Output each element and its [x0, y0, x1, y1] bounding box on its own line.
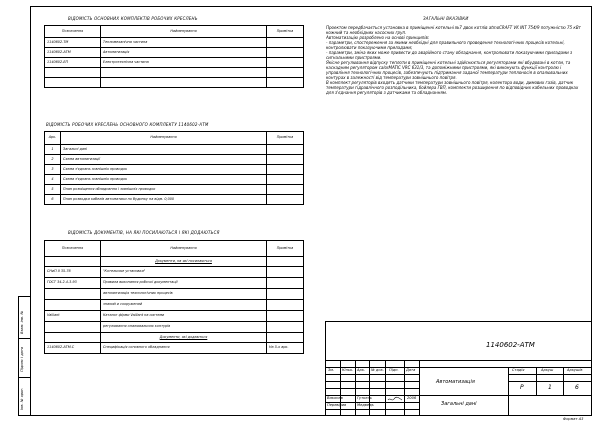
cell-name: Автоматизація [101, 48, 267, 58]
stamp-sheet-title: Загальні дані [441, 401, 477, 407]
cell-note [267, 145, 304, 155]
table-row [45, 195, 304, 205]
general-notes-title: ЗАГАЛЬНІ ВКАЗІВКИ [423, 16, 469, 21]
cell-name: План розміщення обладнання і зовнішніх проводок [61, 185, 267, 195]
cell-sheet: 2 [45, 155, 61, 165]
stamp-line [325, 360, 592, 361]
table-section-row [45, 333, 304, 343]
table-row [45, 185, 304, 195]
cell-name: "Котельные установки" [101, 267, 267, 278]
stamp-vline [563, 367, 564, 395]
table-row [45, 289, 304, 300]
cell-code: Vaillant [45, 311, 101, 322]
cell-note [267, 48, 304, 58]
table-basic-title: ВІДОМІСТЬ ОСНОВНИХ КОМПЛЕКТІВ РОБОЧИХ КРЕСЛЕНЬ [68, 16, 198, 21]
cell-note [267, 289, 304, 300]
table-row [45, 38, 304, 48]
col-header: Примітка [267, 241, 304, 257]
cell-code [45, 322, 101, 333]
stamp-role-checked: Перевірив [327, 403, 347, 407]
col-header: Примітка [267, 132, 304, 145]
signature-executed [387, 396, 403, 402]
table-section-row [45, 257, 304, 267]
notes-paragraph: Автоматизацію розроблено на основі принципів: [326, 35, 430, 40]
section-attached: Документи, які додаються [101, 333, 267, 343]
cell-name: Загальні дані [61, 145, 267, 155]
table-row [45, 48, 304, 58]
cell-name: автоматизація технологічних процесів [101, 289, 267, 300]
stamp-head-docno: № док. [371, 368, 384, 372]
stamp-vline [340, 360, 341, 416]
table-working [44, 131, 304, 205]
col-header: Найменування [101, 26, 267, 38]
col-header: Арк. [45, 132, 61, 145]
cell-note [267, 165, 304, 175]
cell-name: Схема автоматизації [61, 155, 267, 165]
stamp-role-executed: Виконав [327, 396, 343, 400]
stamp-sheet: 1 [548, 384, 552, 391]
table-row [45, 155, 304, 165]
table-row [45, 78, 304, 88]
table-row [45, 343, 304, 354]
cell-name: Тепломеханічна частина [101, 38, 267, 48]
section-referenced: Документи, на які посилаються [101, 257, 267, 267]
cell-note [267, 155, 304, 165]
cell-sheet: 4 [45, 175, 61, 185]
stamp-name-checked: Медведь [357, 403, 374, 407]
cell-note [267, 300, 304, 311]
cell-name: План розводки кабелів автоматики по будинку на відм. 0,000 [61, 195, 267, 205]
stamp-head-qty: Кільк. [342, 368, 354, 372]
cell-sheet: 1 [45, 145, 61, 155]
cell-note [267, 38, 304, 48]
cell-name: Електротехнічна частина [101, 58, 267, 68]
cell-note [267, 311, 304, 322]
cell-name: Специфікація основного обладнання [101, 343, 267, 354]
side-label-sign: Підпис і дата [20, 346, 24, 372]
stamp-vline [355, 360, 356, 416]
table-row [45, 322, 304, 333]
stamp-vline [369, 360, 370, 416]
stamp-line [508, 381, 592, 382]
cell-note [267, 58, 304, 68]
stamp-vline [536, 367, 537, 395]
cell-note [267, 185, 304, 195]
table-working-title: ВІДОМІСТЬ РОБОЧИХ КРЕСЛЕНЬ ОСНОВНОГО КОМПЛЕКТУ 1140602-АТМ [46, 122, 209, 127]
stamp-name-executed: Гуткель [357, 396, 373, 400]
col-header: Найменування [101, 241, 267, 257]
stamp-vline [385, 360, 386, 416]
cell-code [45, 300, 101, 311]
table-row [45, 278, 304, 289]
general-notes [326, 25, 586, 175]
cell-note [267, 195, 304, 205]
col-header: Позначення [45, 241, 101, 257]
stamp-head-change: Зм. [328, 368, 335, 372]
col-header: Позначення [45, 26, 101, 38]
stamp-head-sign: Підп. [389, 368, 399, 372]
cell-code [45, 289, 101, 300]
table-row [45, 165, 304, 175]
stamp-vline [508, 367, 509, 416]
notes-paragraph: Проектом передбачається установка в приміщенні котельні №7 двох котлів atmoCRAFT VK INT 754/9 потужністю 75 кВт кожний та необхідних насосних груп. [326, 25, 581, 35]
cell-code: 1140602-АТМ [45, 48, 101, 58]
col-header: Найменування [61, 132, 267, 145]
cell-note [267, 322, 304, 333]
stamp-vline [419, 360, 420, 416]
cell-name: Схема з'єднань зовнішніх проводок [61, 165, 267, 175]
sheet-format: Формат А3 [563, 417, 584, 421]
table-row [45, 175, 304, 185]
table-row [45, 267, 304, 278]
notes-paragraph: Якісне регулювання відпуску теплоти в приміщенні котельні здійснюється регуляторами які вбудовані в котли, та каскадним регулятором calorMATIC VRC 631/3, та допоміжними пристроями, які виконують функції контролю і управління технологічних процесів, забезпечують підтримання заданої температури теплоносія в опалювальних контурах в залежності від температури зовнішнього повітря. [326, 60, 571, 80]
table-reference [44, 240, 304, 354]
notes-paragraph: - параметри, зміна яких може привести до аварійного стану обладнання, контролювати показуючими приладами з сигнальними пристроями. [326, 50, 573, 60]
notes-paragraph: В комплект регуляторів входять датчики температури зовнішнього повітря, колектора води, димових газів, датчик температури гідравлічного розподільника, бойлера ГВП, комплекти розширення по відповідних кабельних проводках для з'єднання регуляторів з датчиками та обладнанням. [326, 80, 579, 95]
cell-code: ГОСТ 34.2.4-3-93 [45, 278, 101, 289]
side-divider [18, 377, 30, 378]
cell-code: 1140602-ЕП [45, 58, 101, 68]
cell-name: Каталог фірми Vaillant на системи [101, 311, 267, 322]
stamp-stage-label: Стадія [512, 368, 525, 372]
stamp-stage: Р [520, 384, 524, 391]
cell-note [267, 175, 304, 185]
cell-sheet: 5 [45, 185, 61, 195]
stamp-sheets-label: Аркушів [567, 368, 583, 372]
table-reference-title: ВІДОМІСТЬ ДОКУМЕНТІВ, НА ЯКІ ПОСИЛАЮТЬСЯ І ЯКІ ДОДАЮТЬСЯ [68, 230, 220, 235]
cell-code: СНиП II 35-76 [45, 267, 101, 278]
cell-name: знаний и сооружений [101, 300, 267, 311]
table-row [45, 58, 304, 68]
stamp-head-sheet: Арк. [357, 368, 366, 372]
table-row [45, 68, 304, 78]
cell-note [267, 278, 304, 289]
stamp-object: Автоматизація [436, 379, 475, 385]
cell-name: Схема з'єднань зовнішніх проводок [61, 175, 267, 185]
stamp-sheets: 6 [575, 384, 579, 391]
side-label-inv: Інв. № ориг. [20, 387, 24, 410]
col-header: Примітка [267, 26, 304, 38]
document-code: 1140602-АТМ [486, 341, 535, 349]
table-basic [44, 25, 304, 88]
table-row [45, 145, 304, 155]
cell-code: 1140602-АТМ.С [45, 343, 101, 354]
cell-name: Правила виконання робочої документації [101, 278, 267, 289]
stamp-date: 2006 [407, 396, 417, 400]
stamp-head-date: Дата [406, 368, 416, 372]
side-label-replace: Взам. інв. № [20, 310, 24, 334]
cell-code: 1140602-ТМ [45, 38, 101, 48]
cell-note [267, 267, 304, 278]
cell-name: регулювання опалювальних контурів [101, 322, 267, 333]
cell-note: На 5-х арк. [267, 343, 304, 354]
table-row [45, 300, 304, 311]
table-row [45, 311, 304, 322]
stamp-sheet-label: Аркуш [541, 368, 554, 372]
cell-sheet: 3 [45, 165, 61, 175]
notes-paragraph: - параметри, спостереження за якими необхідні для правильного проведення технологічних процесів котельні, контролювати показуючими приладами; [326, 40, 565, 50]
stamp-line [508, 374, 592, 375]
stamp-vline [404, 360, 405, 416]
side-divider [18, 338, 30, 339]
cell-sheet: 6 [45, 195, 61, 205]
